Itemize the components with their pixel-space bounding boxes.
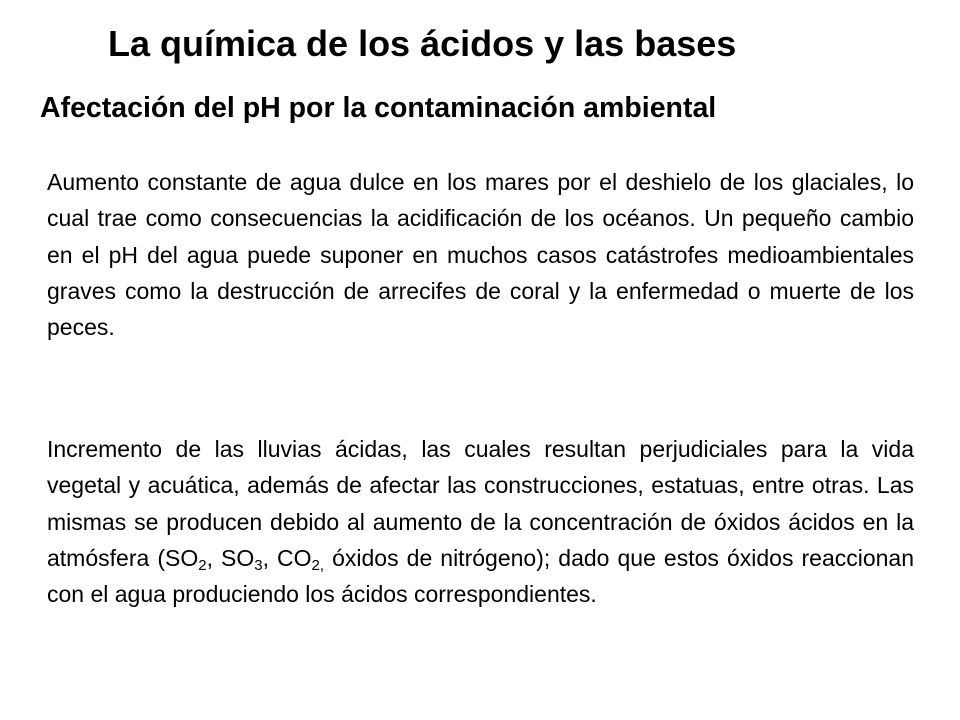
formula-so2: $SO_2$ <box>164 544 207 574</box>
paragraph-ocean-acidification: Aumento constante de agua dulce en los mares por el deshielo de los glaciales, lo cual trae como consecuencias la acidificación de los océanos. Un pequeño cambio en el pH del agua puede suponer en muchos casos catástrofes medioambientales graves como la destrucción de arrecifes de coral y la enfermedad o muerte de los peces. <box>47 169 914 341</box>
paragraph-acid-rain: Incremento de las lluvias ácidas, las cuales resultan perjudiciales para la vida vegetal y acuática, además de afectar las construcciones, estatuas, entre otras. Las mismas se producen debido al aumento de la concentración de óxidos ácidos en la atmósfera ($SO_2$, $SO_3$, $CO_{2,}$ óxidos de nitrógeno); dado que estos óxidos reaccionan con el agua produciendo los ácidos correspondientes. <box>47 436 915 608</box>
acid-rain-text-intro: Incremento de las lluvias ácidas, las cuales resultan perjudiciales para la vida vegetal y acuática, además de afectar las construcciones, estatuas, entre otras. Las mismas se producen debido al aumento de la concentración de óxidos ácidos en la atmósfera ( <box>47 436 914 571</box>
slide-subtitle: Afectación del pH por la contaminación ambiental <box>40 92 717 124</box>
slide-title: La química de los ácidos y las bases <box>108 23 737 64</box>
acid-rain-text-outro: óxidos de nitrógeno); dado que estos óxidos reaccionan con el agua produciendo los ácidos correspondientes. <box>47 544 915 608</box>
formula-so3: $SO_3$ <box>221 544 263 574</box>
formula-co2: $CO_{2,}$ <box>277 544 325 574</box>
